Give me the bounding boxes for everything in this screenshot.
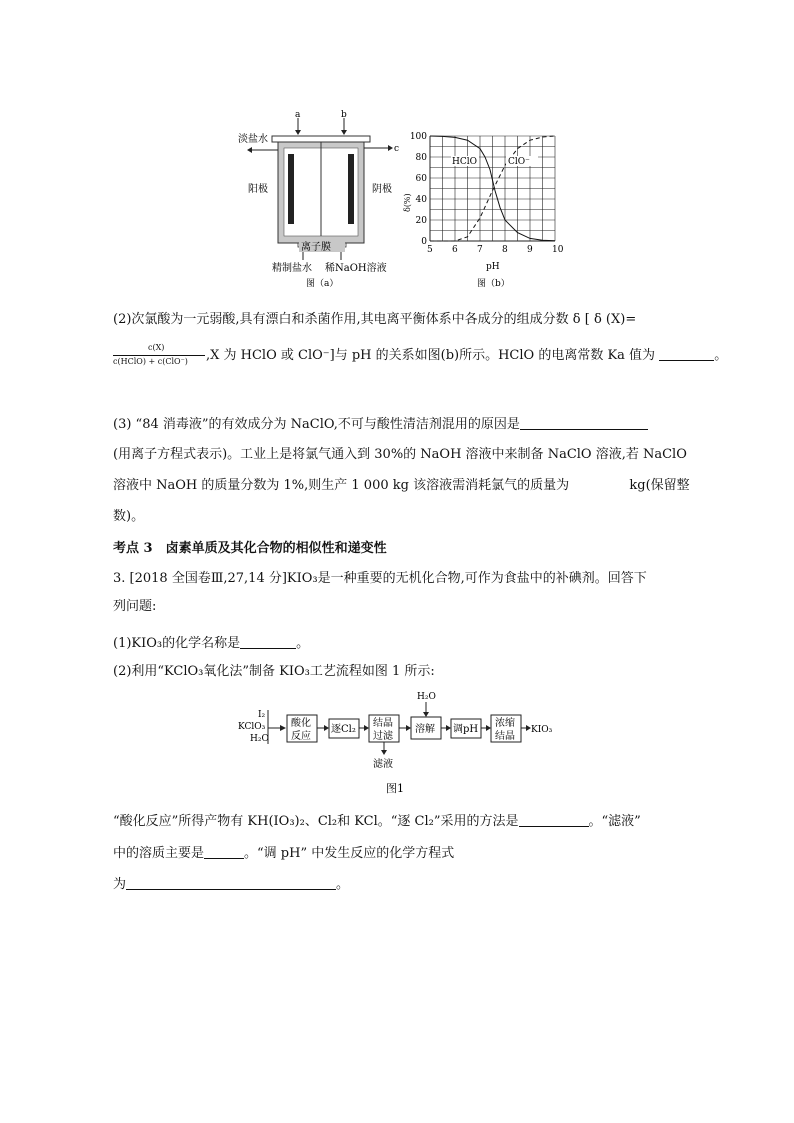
svg-text:调pH: 调pH bbox=[453, 724, 479, 735]
y-tick-label: 80 bbox=[415, 153, 427, 163]
chart-ylabel: δ(%) bbox=[403, 193, 412, 212]
svg-text:结晶: 结晶 bbox=[373, 718, 393, 729]
q3-line4: 数)。 bbox=[113, 509, 145, 524]
label-c: c bbox=[394, 144, 400, 154]
caption-figure-a: 图（a） bbox=[306, 279, 339, 289]
x-tick-label: 8 bbox=[502, 245, 508, 255]
p3-line2: 列问题: bbox=[113, 599, 157, 614]
p3-q1: (1)KIO₃的化学名称是 。 bbox=[113, 632, 309, 656]
q2-line2: ,X 为 HClO 或 ClO⁻]与 pH 的关系如图(b)所示。HClO 的电离常数 Ka 值为 。 bbox=[206, 344, 727, 368]
electrolysis-cell-figure bbox=[232, 110, 402, 292]
section-title: 考点 3 卤素单质及其化合物的相似性和递变性 bbox=[113, 541, 387, 556]
y-tick-label: 0 bbox=[421, 237, 427, 247]
svg-text:结晶: 结晶 bbox=[495, 731, 515, 742]
p3-q2: (2)利用“KClO₃氧化法”制备 KIO₃工艺流程如图 1 所示: bbox=[113, 664, 435, 679]
flow-input-h2o: H₂O bbox=[250, 734, 269, 744]
ionic-equation-blank[interactable] bbox=[520, 414, 648, 430]
label-naoh-dilute: 稀NaOH溶液 bbox=[325, 263, 387, 274]
process-flow-chart bbox=[232, 688, 562, 798]
fraction-numerator: c(X) bbox=[148, 343, 165, 352]
chart-grid bbox=[430, 136, 555, 241]
q3-line2: (用离子方程式表示)。工业上是将氯气通入到 30%的 NaOH 溶液中来制备 NaClO 溶液,若 NaClO bbox=[113, 447, 687, 462]
x-tick-label: 5 bbox=[427, 245, 433, 255]
svg-text:浓缩: 浓缩 bbox=[495, 718, 515, 729]
fraction-bar bbox=[113, 355, 205, 356]
q2-line1 bbox=[113, 308, 636, 332]
svg-text:过滤: 过滤 bbox=[373, 731, 393, 742]
label-cathode: 阴极 bbox=[372, 184, 392, 195]
q2-text-line1: (2)次氯酸为一元弱酸,具有漂白和杀菌作用,其电离平衡体系中各成分的组成分数 δ [ δ (X)= bbox=[113, 312, 637, 327]
flow-input-i2: I₂ bbox=[258, 710, 266, 720]
ka-answer-blank[interactable] bbox=[659, 345, 714, 361]
flow-input-kclo3: KClO₃ bbox=[238, 722, 266, 732]
svg-text:酸化: 酸化 bbox=[291, 718, 311, 729]
chart-series-label-clo: ClO⁻ bbox=[508, 157, 530, 167]
cell-lid bbox=[272, 136, 370, 142]
svg-text:反应: 反应 bbox=[291, 731, 311, 742]
flow-caption: 图1 bbox=[386, 782, 404, 795]
cathode-electrode bbox=[348, 154, 354, 224]
p3b-line2: 中的溶质主要是 。“调 pH” 中发生反应的化学方程式 bbox=[113, 842, 454, 866]
q3-line1: (3) “84 消毒液”的有效成分为 NaClO,不可与酸性清洁剂混用的原因是 bbox=[113, 413, 648, 437]
label-membrane: 离子膜 bbox=[301, 242, 331, 253]
label-b: b bbox=[341, 110, 347, 120]
q2-text-line2: ,X 为 HClO 或 ClO⁻]与 pH 的关系如图(b)所示。HClO 的电离常数 Ka 值为 bbox=[206, 348, 656, 363]
kio3-name-blank[interactable] bbox=[240, 633, 296, 649]
label-dilute-brine: 淡盐水 bbox=[238, 134, 268, 145]
caption-figure-b: 图（b） bbox=[477, 279, 510, 289]
label-refined-brine: 精制盐水 bbox=[272, 263, 312, 274]
y-tick-label: 60 bbox=[415, 174, 427, 184]
svg-text:溶解: 溶解 bbox=[415, 724, 435, 735]
y-tick-label: 100 bbox=[409, 132, 427, 142]
x-tick-label: 10 bbox=[552, 245, 564, 255]
chlorine-mass-blank[interactable] bbox=[573, 475, 625, 491]
anode-electrode bbox=[288, 154, 294, 224]
x-tick-label: 9 bbox=[527, 245, 533, 255]
label-a: a bbox=[295, 110, 301, 120]
flow-product: KIO₃ bbox=[531, 725, 553, 735]
p3b-line3: 为 。 bbox=[113, 873, 349, 897]
x-tick-label: 6 bbox=[452, 245, 458, 255]
filtrate-solute-blank[interactable] bbox=[204, 843, 244, 859]
flow-filtrate: 滤液 bbox=[373, 759, 393, 770]
expel-method-blank[interactable] bbox=[519, 811, 589, 827]
fraction-denominator: c(HClO) + c(ClO⁻) bbox=[113, 357, 188, 366]
chart-xlabel: pH bbox=[486, 262, 500, 272]
label-anode: 阳极 bbox=[248, 184, 268, 195]
y-tick-label: 40 bbox=[415, 195, 427, 205]
ph-distribution-chart bbox=[400, 128, 565, 293]
ph-equation-blank[interactable] bbox=[126, 874, 336, 890]
chart-series-label-hclo: HClO bbox=[452, 157, 477, 167]
p3-line1: 3. [2018 全国卷Ⅲ,27,14 分]KIO₃是一种重要的无机化合物,可作为食盐中的补碘剂。回答下 bbox=[113, 571, 647, 586]
flow-water: H₂O bbox=[417, 692, 436, 702]
q3-line3: 溶液中 NaOH 的质量分数为 1%,则生产 1 000 kg 该溶液需消耗氯气的质量为 kg(保留整 bbox=[113, 474, 690, 498]
p3b-line1: “酸化反应”所得产物有 KH(IO₃)₂、Cl₂和 KCl。“逐 Cl₂”采用的方法是 。“滤液” bbox=[113, 810, 641, 834]
y-tick-label: 20 bbox=[415, 216, 427, 226]
chart-ticks bbox=[410, 132, 564, 255]
x-tick-label: 7 bbox=[477, 245, 483, 255]
svg-text:逐Cl₂: 逐Cl₂ bbox=[331, 724, 356, 735]
